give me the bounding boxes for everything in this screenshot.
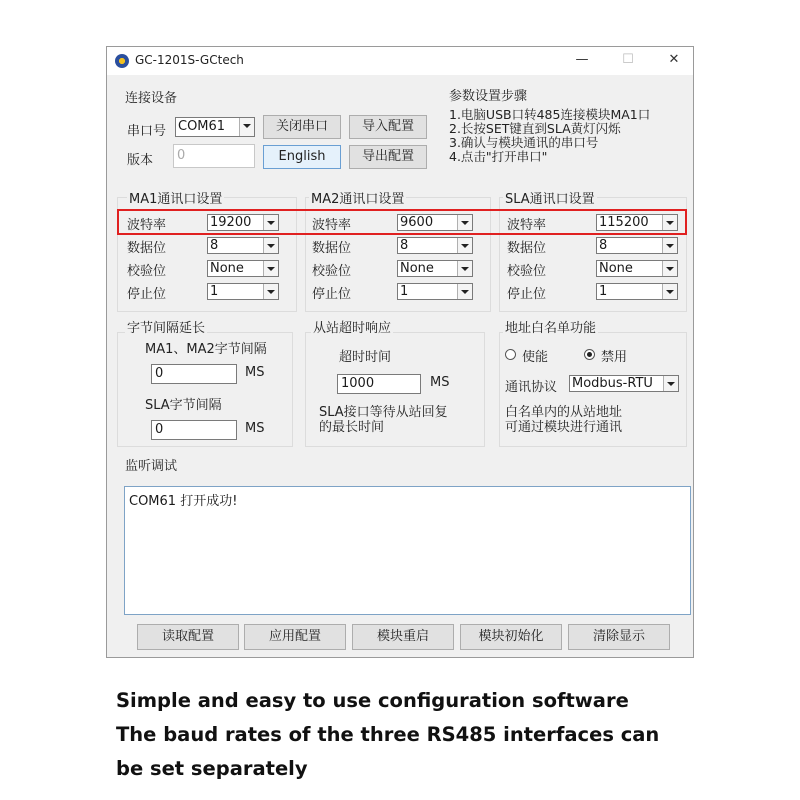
caption-line-2: The baud rates of the three RS485 interfaces can: [116, 723, 660, 746]
read-config-button[interactable]: 读取配置: [137, 624, 239, 650]
sla-title: SLA通讯口设置: [503, 188, 597, 207]
monitor-title: 监听调试: [125, 459, 178, 474]
sla-baud-label: 波特率: [507, 218, 547, 233]
disable-radio[interactable]: [584, 349, 595, 360]
connect-group-title: 连接设备: [125, 91, 178, 106]
version-label: 版本: [127, 153, 154, 168]
chevron-down-icon[interactable]: [263, 238, 278, 253]
sla-gap-label: SLA字节间隔: [145, 398, 222, 413]
window-title: GC-1201S-GCtech: [135, 53, 244, 67]
port-select[interactable]: [175, 117, 255, 137]
ma1-title: MA1通讯口设置: [127, 188, 224, 207]
chevron-down-icon[interactable]: [457, 284, 472, 299]
timeout-title: 从站超时响应: [311, 317, 393, 336]
sla-parity-value: None: [599, 261, 633, 276]
sla-gap-input[interactable]: 0: [151, 420, 237, 440]
ma1-data-label: 数据位: [127, 241, 167, 256]
ma1-parity-label: 校验位: [127, 264, 167, 279]
chevron-down-icon[interactable]: [457, 261, 472, 276]
sla-parity-label: 校验位: [507, 264, 547, 279]
ma1-baud-label: 波特率: [127, 218, 167, 233]
sla-stop-label: 停止位: [507, 287, 547, 302]
caption-line-3: be set separately: [116, 757, 308, 780]
config-window: [106, 46, 694, 658]
protocol-value: Modbus-RTU: [572, 376, 653, 391]
port-value: COM61: [178, 119, 226, 134]
clear-display-button[interactable]: 清除显示: [568, 624, 670, 650]
chevron-down-icon[interactable]: [263, 284, 278, 299]
ma1-parity-select[interactable]: [207, 260, 279, 277]
chevron-down-icon[interactable]: [662, 284, 677, 299]
sla-data-value: 8: [599, 238, 608, 253]
ma2-baud-value: 9600: [400, 215, 434, 230]
ma1-data-select[interactable]: [207, 237, 279, 254]
port-label: 串口号: [127, 124, 167, 139]
ma1-stop-select[interactable]: [207, 283, 279, 300]
maximize-button[interactable]: ☐: [622, 52, 634, 67]
module-init-button[interactable]: 模块初始化: [460, 624, 562, 650]
chevron-down-icon[interactable]: [663, 376, 678, 391]
disable-label[interactable]: 禁用: [601, 350, 628, 365]
whitelist-title: 地址白名单功能: [503, 317, 598, 336]
ma-gap-label: MA1、MA2字节间隔: [145, 342, 267, 357]
sla-baud-value: 115200: [599, 215, 649, 230]
apply-config-button[interactable]: 应用配置: [244, 624, 346, 650]
ma2-parity-select[interactable]: [397, 260, 473, 277]
ma1-stop-value: 1: [210, 284, 219, 299]
timeout-note-1: SLA接口等待从站回复: [319, 405, 448, 420]
whitelist-note-2: 可通过模块进行通讯: [505, 420, 623, 435]
sla-parity-select[interactable]: [596, 260, 678, 277]
english-button[interactable]: English: [263, 145, 341, 169]
protocol-label: 通讯协议: [505, 380, 558, 395]
chevron-down-icon[interactable]: [662, 261, 677, 276]
title-bar[interactable]: [107, 47, 693, 75]
chevron-down-icon[interactable]: [239, 118, 254, 136]
protocol-select[interactable]: [569, 375, 679, 392]
minimize-button[interactable]: —: [575, 52, 589, 67]
enable-radio[interactable]: [505, 349, 516, 360]
enable-label[interactable]: 使能: [522, 350, 549, 365]
caption-line-1: Simple and easy to use configuration software: [116, 689, 629, 712]
timeout-label: 超时时间: [339, 350, 392, 365]
monitor-log[interactable]: COM61 打开成功!: [124, 486, 691, 615]
import-config-button[interactable]: 导入配置: [349, 115, 427, 139]
ma2-data-select[interactable]: [397, 237, 473, 254]
version-field[interactable]: 0: [173, 144, 255, 168]
export-config-button[interactable]: 导出配置: [349, 145, 427, 169]
sla-data-select[interactable]: [596, 237, 678, 254]
timeout-note-2: 的最长时间: [319, 420, 385, 435]
sla-gap-unit: MS: [245, 421, 265, 436]
ma2-baud-label: 波特率: [312, 218, 352, 233]
ma2-parity-value: None: [400, 261, 434, 276]
module-restart-button[interactable]: 模块重启: [352, 624, 454, 650]
step-line-1: 1.电脑USB口转485连接模块MA1口: [449, 107, 651, 122]
sla-data-label: 数据位: [507, 241, 547, 256]
step-line-4: 4.点击"打开串口": [449, 149, 548, 164]
ma2-data-value: 8: [400, 238, 409, 253]
sla-stop-value: 1: [599, 284, 608, 299]
ma1-data-value: 8: [210, 238, 219, 253]
timeout-unit: MS: [430, 375, 450, 390]
app-logo-icon: [115, 54, 129, 68]
ma2-parity-label: 校验位: [312, 264, 352, 279]
baud-rate-highlight: [117, 209, 687, 235]
close-port-button[interactable]: 关闭串口: [263, 115, 341, 139]
ma2-stop-select[interactable]: [397, 283, 473, 300]
ma2-title: MA2通讯口设置: [309, 188, 406, 207]
sla-stop-select[interactable]: [596, 283, 678, 300]
chevron-down-icon[interactable]: [263, 261, 278, 276]
ma2-data-label: 数据位: [312, 241, 352, 256]
steps-title: 参数设置步骤: [449, 89, 528, 104]
ma2-stop-label: 停止位: [312, 287, 352, 302]
chevron-down-icon[interactable]: [662, 238, 677, 253]
ma1-stop-label: 停止位: [127, 287, 167, 302]
close-button[interactable]: ✕: [668, 52, 680, 67]
whitelist-note-1: 白名单内的从站地址: [505, 405, 623, 420]
step-line-2: 2.长按SET键直到SLA黄灯闪烁: [449, 121, 621, 136]
chevron-down-icon[interactable]: [457, 238, 472, 253]
ma1-parity-value: None: [210, 261, 244, 276]
ma2-stop-value: 1: [400, 284, 409, 299]
ma1-baud-value: 19200: [210, 215, 252, 230]
ma-gap-input[interactable]: 0: [151, 364, 237, 384]
timeout-input[interactable]: 1000: [337, 374, 421, 394]
ma-gap-unit: MS: [245, 365, 265, 380]
byte-gap-title: 字节间隔延长: [125, 317, 207, 336]
step-line-3: 3.确认与模块通讯的串口号: [449, 135, 599, 150]
